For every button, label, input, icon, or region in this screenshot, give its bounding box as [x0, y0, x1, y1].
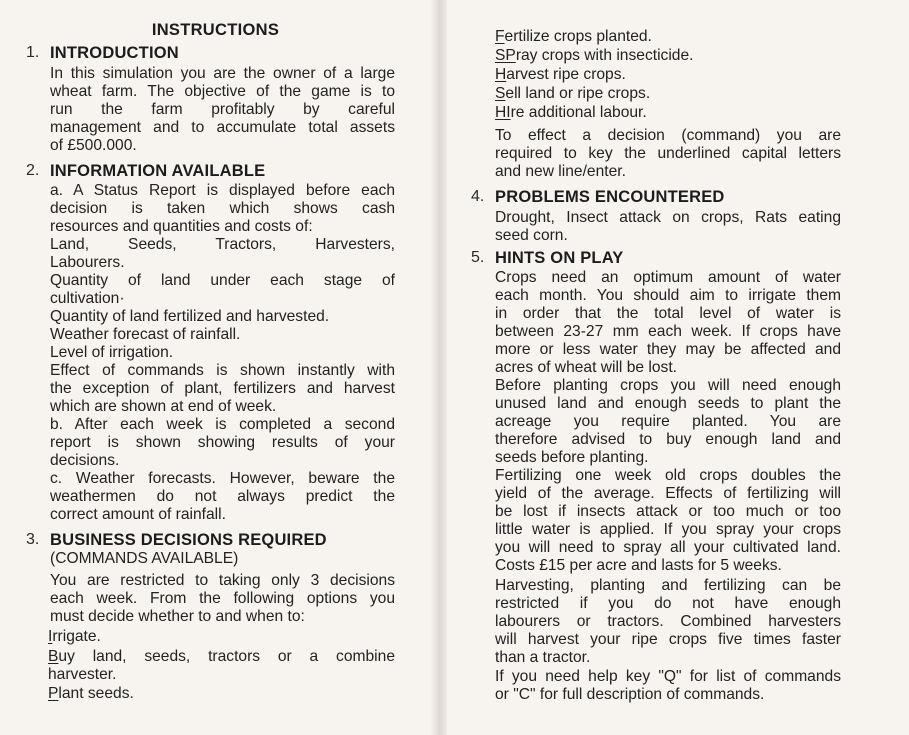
command-harvest — [495, 66, 626, 84]
page-fold — [431, 0, 447, 735]
section-title-problems: PROBLEMS ENCOUNTERED — [495, 188, 725, 206]
text-line: decision is taken which shows cash — [50, 200, 395, 217]
command-fertilize — [495, 28, 652, 46]
text-line: more or less water they may be affected and — [495, 341, 841, 358]
text-line: To effect a decision (command) you are — [495, 127, 841, 144]
command-rest: ertilize crops planted. — [504, 28, 652, 45]
command-key: I — [48, 628, 53, 645]
section-title-business-decisions: BUSINESS DECISIONS REQUIRED — [50, 531, 327, 549]
text-line: You are restricted to taking only 3 decisions — [50, 572, 395, 589]
text-line: decisions. — [50, 452, 120, 469]
text-line: cultivation· — [50, 290, 125, 307]
section-subtitle: (COMMANDS AVAILABLE) — [50, 550, 239, 567]
text-line: labourers or tractors. Combined harvesters — [495, 613, 841, 630]
command-key: S — [495, 85, 506, 102]
text-line: each month. You should aim to irrigate them — [495, 287, 841, 304]
text-line: in order that the total level of water is — [495, 305, 841, 322]
text-line: Harvesting, planting and fertilizing can be — [495, 577, 841, 594]
command-rest: ell land or ripe crops. — [505, 85, 651, 102]
section-number: 5. — [471, 249, 485, 266]
command-rest: arvest ripe crops. — [506, 66, 626, 83]
text-line: which are shown at end of week. — [50, 398, 277, 415]
command-sell — [495, 85, 650, 103]
text-line: Weather forecast of rainfall. — [50, 326, 241, 343]
command-key: SP — [495, 47, 516, 64]
text-line: resources and quantities and costs of: — [50, 218, 313, 235]
text-line: If you need help key "Q" for list of commands — [495, 668, 841, 685]
text-line: wheat farm. The objective of the game is to — [50, 83, 395, 100]
command-buy-continued — [48, 666, 116, 684]
text-line: Quantity of land fertilized and harvested. — [50, 308, 330, 325]
text-line: must decide whether to and when to: — [50, 608, 305, 625]
text-line: of £500.000. — [50, 137, 137, 154]
command-spray — [495, 47, 693, 65]
command-irrigate — [48, 628, 101, 646]
text-line: or "C" for full description of commands. — [495, 686, 765, 703]
text-line: run the farm profitably by careful — [50, 101, 395, 118]
command-plant — [48, 685, 134, 703]
text-line: c. Weather forecasts. However, beware the — [50, 470, 395, 487]
text-line: and new line/enter. — [495, 163, 626, 180]
text-line: Fertilizing one week old crops doubles the — [495, 467, 841, 484]
text-line: be lost if insects attack or too much or too — [495, 503, 841, 520]
section-title-hints: HINTS ON PLAY — [495, 249, 624, 267]
command-rest: uy land, seeds, tractors or a combine — [58, 648, 395, 665]
section-number: 4. — [471, 188, 485, 205]
text-line: seeds before planting. — [495, 449, 649, 466]
text-line: little water is applied. If you spray your crops — [495, 521, 841, 538]
command-rest: rrigate. — [52, 628, 101, 645]
text-line: In this simulation you are the owner of a large — [50, 65, 395, 82]
section-number: 1. — [26, 44, 40, 61]
text-line: Level of irrigation. — [50, 344, 174, 361]
text-line: yield of the average. Effects of fertilizing will — [495, 485, 841, 502]
text-line: required to key the underlined capital letters — [495, 145, 841, 162]
section-number: 2. — [26, 162, 40, 179]
command-rest: ray crops with insecticide. — [515, 47, 694, 64]
command-key: P — [48, 685, 59, 702]
page-heading: INSTRUCTIONS — [151, 21, 280, 39]
command-rest: re additional labour. — [510, 104, 647, 121]
command-rest: lant seeds. — [58, 685, 134, 702]
text-line: will harvest your ripe crops five times faster — [495, 631, 841, 648]
text-line: b. After each week is completed a second — [50, 416, 395, 433]
text-line: Effect of commands is shown instantly with — [50, 362, 395, 379]
text-line: seed corn. — [495, 227, 568, 244]
text-line: weathermen do not always predict the — [50, 488, 395, 505]
command-key: B — [48, 648, 59, 665]
text-line: Quantity of land under each stage of — [50, 272, 395, 289]
text-line: between 23-27 mm each week. If crops have — [495, 323, 841, 340]
command-key: H — [495, 66, 507, 83]
text-line: Crops need an optimum amount of water — [495, 269, 841, 286]
command-key: HI — [495, 104, 511, 121]
text-line: Before planting crops you will need enough — [495, 377, 841, 394]
text-line: acreage you require planted. You are — [495, 413, 841, 430]
text-line: Land, Seeds, Tractors, Harvesters, — [50, 236, 395, 253]
text-line: the exception of plant, fertilizers and harvest — [50, 380, 395, 397]
command-buy — [48, 648, 395, 666]
text-line: Costs £15 per acre and lasts for 5 weeks. — [495, 557, 782, 574]
command-key: F — [495, 28, 505, 45]
text-line: each week. From the following options you — [50, 590, 395, 607]
text-line: therefore advised to buy enough land and — [495, 431, 841, 448]
command-hire — [495, 104, 647, 122]
text-line: restricted if you do not have enough — [495, 595, 841, 612]
command-rest: harvester. — [48, 666, 117, 683]
section-title-information: INFORMATION AVAILABLE — [50, 162, 266, 180]
text-line: Labourers. — [50, 254, 125, 271]
text-line: unused land and enough seeds to plant the — [495, 395, 841, 412]
text-line: acres of wheat will be lost. — [495, 359, 678, 376]
text-line: than a tractor. — [495, 649, 591, 666]
text-line: Drought, Insect attack on crops, Rats eating — [495, 209, 841, 226]
text-line: report is shown showing results of your — [50, 434, 395, 451]
section-number: 3. — [26, 531, 40, 548]
text-line: correct amount of rainfall. — [50, 506, 226, 523]
text-line: management and to accumulate total assets — [50, 119, 395, 136]
text-line: a. A Status Report is displayed before each — [50, 182, 395, 199]
section-title-introduction: INTRODUCTION — [50, 44, 179, 62]
text-line: you will need to spray all your cultivated land. — [495, 539, 841, 556]
